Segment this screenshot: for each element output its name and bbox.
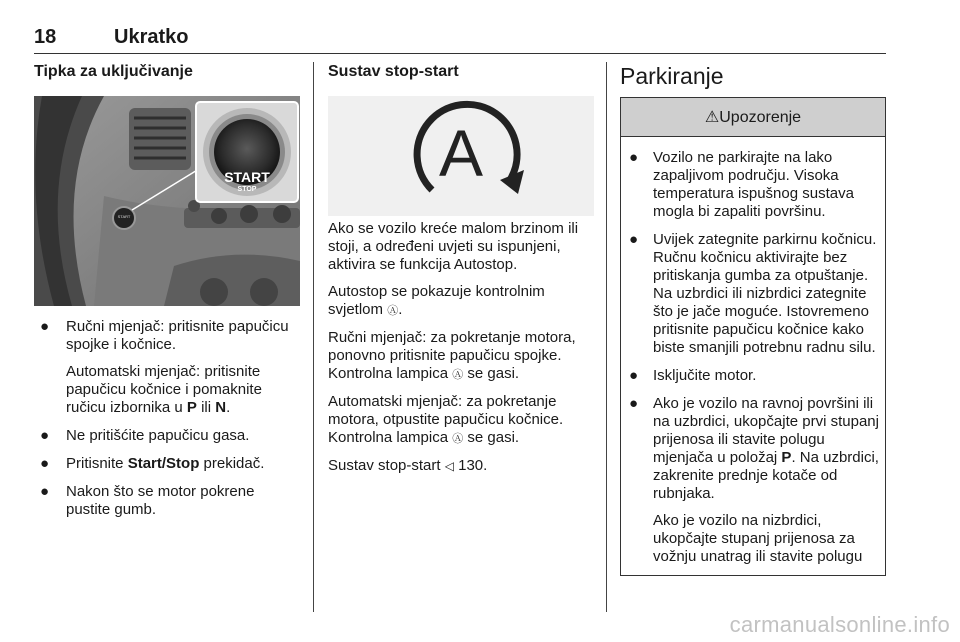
bullet-icon: ● bbox=[40, 318, 50, 335]
warning-triangle-icon: ⚠ bbox=[704, 109, 720, 126]
column-divider-1 bbox=[313, 62, 314, 612]
warning-heading: Upozorenje bbox=[719, 109, 802, 126]
paragraph: Autostop se pokazuje kontrolnim svjetlom Ⓐ. bbox=[328, 283, 545, 318]
warning-box bbox=[620, 97, 886, 576]
page-number: 18 bbox=[34, 26, 57, 48]
svg-text:START: START bbox=[117, 214, 131, 219]
autostop-inline-icon: Ⓐ bbox=[452, 369, 464, 381]
section-heading: Ukratko bbox=[114, 26, 189, 48]
parking-title: Parkiranje bbox=[620, 63, 724, 89]
cross-reference[interactable]: Sustav stop-start ◁ 130. bbox=[328, 457, 488, 474]
list-item: ● Ručni mjenjač: pritisnite papučicu spojke i kočnice. Automatski mjenjač: pritisnite papučicu kočnice i pomaknite ručicu izbornika u P ili N. bbox=[34, 318, 300, 417]
paragraph: Automatski mjenjač: za pokretanje motora, otpustite papučicu kočnice. Kontrolna lampica Ⓐ se gasi. bbox=[328, 393, 564, 446]
column-start-button bbox=[34, 62, 300, 518]
list-item: ● Isključite motor. bbox=[629, 367, 757, 384]
list-item: ● Vozilo ne parkirajte na lako zapaljivom području. Visoka temperatura ispušnog sustava mogla bi zapaliti površinu. bbox=[629, 149, 854, 220]
watermark: carmanualsonline.info bbox=[729, 612, 950, 637]
list-item: ● Uvijek zategnite parkirnu kočnicu. Ručnu kočnicu aktivirajte bez pritiskanja gumba za otpuštanje. Na uzbrdici ili nizbrdici zategnite što je jače moguće. Istovremeno pritisnite papučicu kočnice kako biste smanjili potrebnu radnu silu. bbox=[629, 231, 877, 356]
column-stop-start bbox=[328, 62, 594, 474]
bullet-icon: ● bbox=[40, 427, 50, 444]
start-button-photo bbox=[34, 96, 300, 306]
sub-paragraph: Automatski mjenjač: pritisnite papučicu kočnice i pomaknite ručicu izbornika u P ili N. bbox=[66, 363, 262, 416]
bullet-icon: ● bbox=[629, 367, 639, 384]
page-header bbox=[34, 26, 886, 54]
list-item: ● Nakon što se motor pokrene pustite gumb. bbox=[40, 483, 255, 518]
reference-arrow-icon: ◁ bbox=[444, 459, 454, 473]
stop-start-text bbox=[328, 220, 594, 484]
bullet-icon: ● bbox=[629, 395, 639, 412]
autostop-letter: A bbox=[438, 116, 484, 190]
column-parking bbox=[620, 62, 886, 565]
autostop-symbol-panel bbox=[328, 96, 594, 216]
bullet-icon: ● bbox=[629, 231, 639, 248]
sub-paragraph: Ako je vozilo na nizbrdici, ukopčajte stupanj prijenosa za vožnju unatrag ili stavite polugu bbox=[653, 512, 863, 565]
start-instructions-list bbox=[34, 318, 300, 529]
start-label: START bbox=[224, 169, 270, 185]
stop-label: STOP bbox=[237, 186, 257, 193]
list-item: ● Pritisnite Start/Stop prekidač. bbox=[40, 455, 265, 472]
paragraph: Ako se vozilo kreće malom brzinom ili stoji, a određeni uvjeti su ispunjeni, aktivira se funkcija Autostop. bbox=[328, 220, 579, 273]
column-divider-2 bbox=[606, 62, 607, 612]
warning-body bbox=[621, 137, 885, 566]
stop-start-title: Sustav stop-start bbox=[328, 63, 459, 80]
bullet-icon: ● bbox=[629, 149, 639, 166]
list-item: ● Ne pritišćite papučicu gasa. bbox=[40, 427, 250, 444]
autostop-inline-icon: Ⓐ bbox=[452, 433, 464, 445]
autostop-inline-icon: Ⓐ bbox=[387, 305, 399, 317]
start-button-title: Tipka za uključivanje bbox=[34, 63, 193, 80]
bullet-icon: ● bbox=[40, 483, 50, 500]
warning-header bbox=[621, 98, 885, 137]
list-item: ● Ako je vozilo na ravnoj površini ili na uzbrdici, ukopčajte prvi stupanj prijenosa ili stavite polugu mjenjača u položaj P. Na uzbrdici, zakrenite prednje kotače od rubnjaka. Ako je vozilo na nizbrdici, ukopčajte stupanj prijenosa za vožnju unatrag ili stavite polugu bbox=[629, 395, 879, 565]
bullet-icon: ● bbox=[40, 455, 50, 472]
dashboard-illustration bbox=[34, 96, 300, 306]
warning-list bbox=[627, 149, 879, 566]
paragraph: Ručni mjenjač: za pokretanje motora, ponovno pritisnite papučicu spojke. Kontrolna lampica Ⓐ se gasi. bbox=[328, 329, 576, 382]
